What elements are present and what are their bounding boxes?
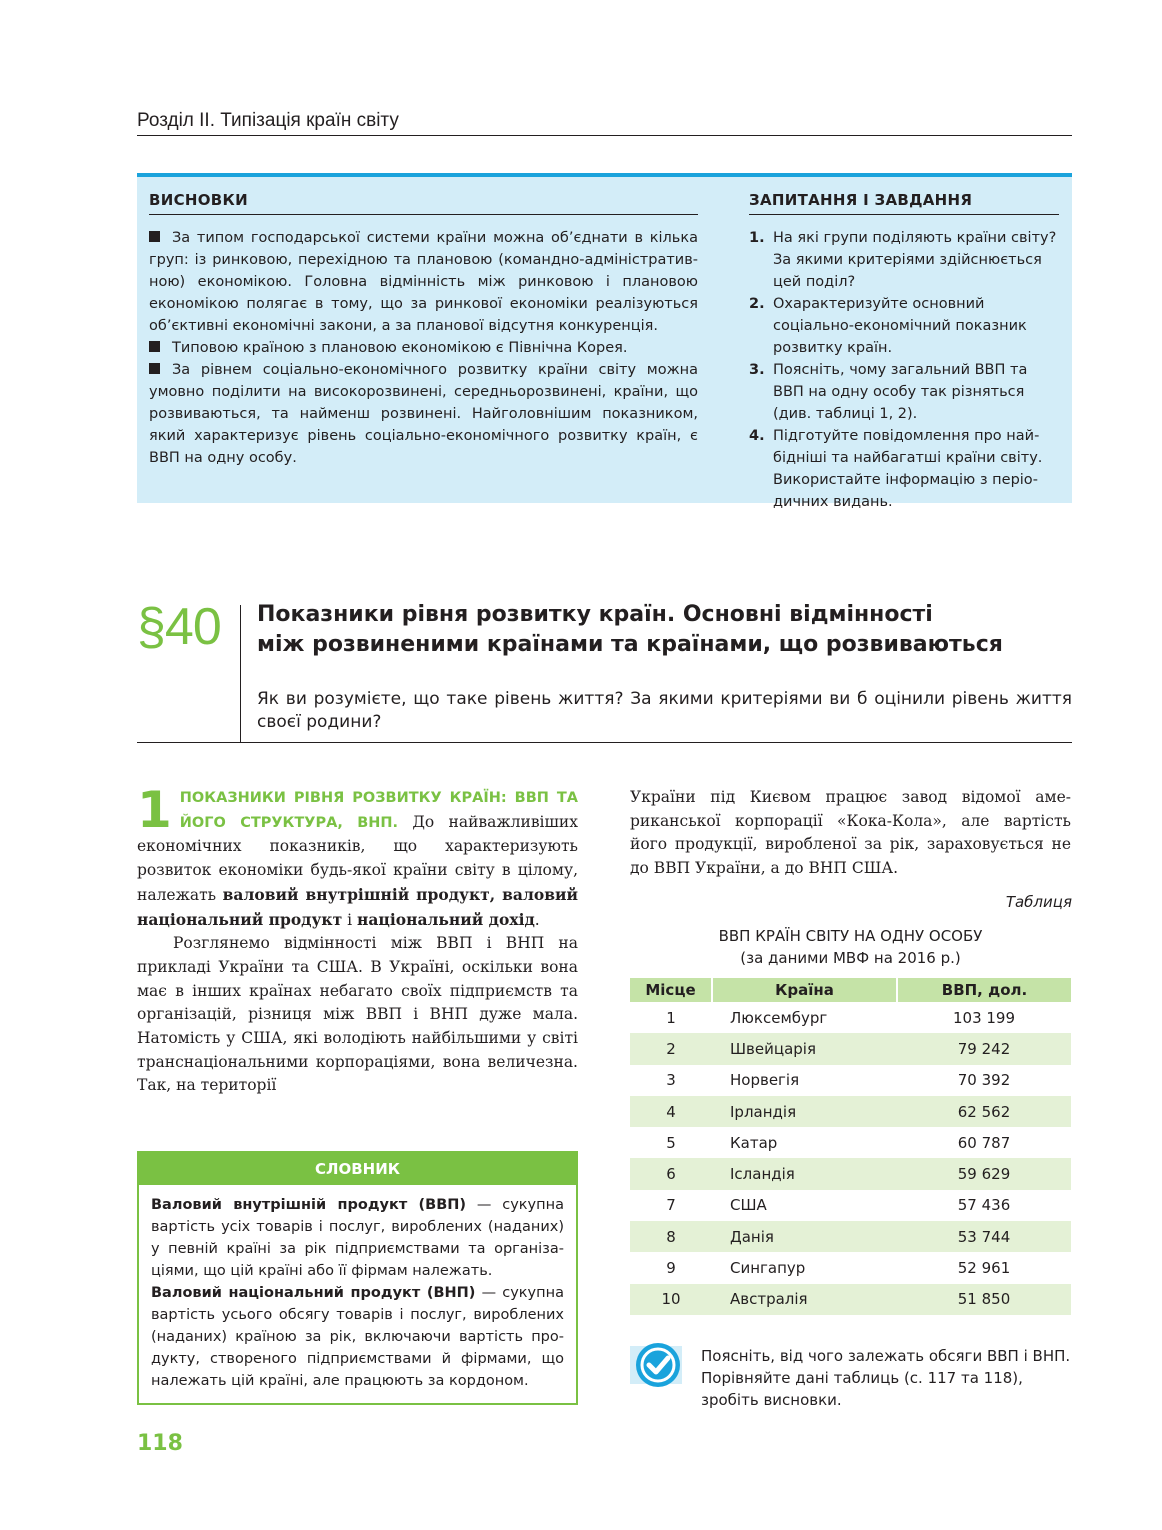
gdp-cell: 70 392 [957,1071,1011,1090]
country-cell: Данія [712,1221,897,1252]
paragraph-title-line: Показники рівня розвитку країн. Основні відмінності [257,602,933,627]
conclusion-text: Типовою країною з плановою економікою є Північна Корея. [172,340,628,356]
glossary-entry [151,1282,564,1392]
rank-cell: 4 [630,1096,712,1127]
summary-box [137,173,1072,510]
gdp-cell: 103 199 [952,1008,1016,1027]
questions-title: ЗАПИТАННЯ І ЗАВДАННЯ [749,187,1059,215]
rank-cell: 8 [630,1221,712,1252]
header-gdp: ВВП, дол. [897,978,1071,1002]
country-cell: Швейцарія [712,1033,897,1064]
conclusion-item [149,359,698,469]
question-item [749,425,1059,513]
table-row [630,1127,1071,1158]
gdp-table [630,978,1071,1315]
table-row [630,1284,1071,1315]
country-cell: Норвегія [730,1071,800,1090]
country-cell: США [730,1196,767,1215]
table-title [630,925,1071,969]
table-row [630,1158,1071,1189]
table-title-line: ВВП КРАЇН СВІТУ НА ОДНУ ОСОБУ [718,927,983,945]
questions-list [749,227,1059,513]
gdp-cell: 59 629 [897,1158,1071,1189]
conjunction: і [342,910,358,929]
term-gdp-gnp: валовий внутрішній продукт, валовий національний продукт [137,884,578,929]
glossary-title: СЛОВНИК [139,1153,576,1185]
section-1-text [137,781,579,1098]
continuation-text: України під Києвом працює завод відомої американської корпорації «Кока-Кола», але вартість його продукції, виробленої за рік, зараховується не до ВВП України, а до ВНП США. [630,788,1071,878]
country-cell: Ісландія [712,1158,897,1189]
conclusions-column [149,177,698,469]
table-row [630,1002,1071,1033]
rank-cell: 7 [666,1196,676,1215]
paragraph-divider [240,605,241,742]
country-cell: Катар [730,1133,778,1152]
conclusion-text: За рівнем соціально-економічного розвитку країни світу можна умовно поділити на високорозвинені, середньорозвинені, країни, що розвиваються, та найменш розвинені. Найголовнішим показником, який характеризує рівень соціально-економічного розвитку країн, є ВВП на одну особу. [149,362,698,466]
table-row [630,1190,1071,1221]
section-1-intro [137,781,579,932]
checkmark-icon [630,1342,682,1388]
square-bullet-icon [149,231,160,242]
page-number: 118 [137,1431,183,1456]
section-heading: ПОКАЗНИКИ РІВНЯ РОЗВИТКУ КРАЇН: ВВП ТА ЙОГО СТРУКТУРА, ВНП. [179,790,578,831]
rank-cell: 2 [630,1033,712,1064]
conclusion-text: За типом господарської системи країни можна об’єднати в кілька груп: із ринковою, перехідною та плановою (командно-адміністративною) економікою. Головна відмінність між ринковою і плановою економікою полягає в тому, що за ринкової економіки реалізуються об’єктивні економічні закони, а за планової відсутня конкуренція. [149,230,698,334]
header-rank: Місце [630,978,712,1002]
glossary-box [137,1151,578,1405]
intro-text: До найважливіших економічних показників, що характеризують розвиток економіки будь-якої країни світу в цілому, належать [137,812,579,904]
gdp-cell: 79 242 [897,1033,1071,1064]
rank-cell: 10 [630,1284,712,1315]
intro-end: . [534,910,540,929]
question-text: На які групи поділяють країни світу? За якими критеріями здійснюється цей поділ? [773,230,1057,290]
term-national-income: національний дохід [357,909,535,929]
question-number: 2. [749,296,765,312]
paragraph-question: Як ви розумієте, що таке рівень життя? За якими критеріями ви б оцінили рівень життя своєї родини? [257,689,1072,732]
questions-column [749,177,1059,513]
paragraph-title [257,600,1072,660]
task-text: Поясніть, від чого залежать обсяги ВВП і ВНП. Порівняйте дані таблиць (с. 117 та 118), зробіть висновки. [701,1347,1071,1409]
country-cell: Австралія [712,1284,897,1315]
table-label: Таблиця [1005,893,1072,911]
table-row [630,1252,1071,1283]
table-row [630,1033,1071,1064]
rank-cell: 1 [666,1008,676,1027]
glossary-term: Валовий внутрішній продукт (ВВП) [151,1197,467,1213]
gdp-cell: 51 850 [897,1284,1071,1315]
section-number: 1 [137,781,172,839]
paragraph-title-line: між розвиненими країнами та країнами, що розвиваються [257,632,1003,657]
header-country: Країна [712,978,897,1002]
rank-cell: 5 [666,1133,676,1152]
table-subtitle: (за даними МВФ на 2016 р.) [740,949,961,967]
question-item [749,227,1059,293]
rank-cell: 9 [666,1259,676,1278]
table-row [630,1221,1071,1252]
rank-cell: 3 [666,1071,676,1090]
running-head: Розділ ІІ. Типізація країн світу [137,108,1072,136]
square-bullet-icon [149,341,160,352]
question-item [749,293,1059,359]
table-header-row [630,978,1071,1002]
question-item [749,359,1059,425]
gdp-cell: 62 562 [897,1096,1071,1127]
paragraph-rule [137,742,1072,743]
table-row [630,1065,1071,1096]
section-1-paragraph: Розглянемо відмінності між ВВП і ВНП на прикладі України та США. В Україні, оскільки вона має в інших країнах небагато своїх підприємств та організацій, різниця між ВВП і ВНП дуже мала. Натомість у США, які володіють найбільшими у світі транснаціональними корпораціями, вона величезна. Так, на території [137,934,578,1095]
gdp-cell: 60 787 [957,1133,1011,1152]
conclusion-item [149,227,698,337]
table-row [630,1096,1071,1127]
section-1-continuation [630,786,1071,881]
conclusions-list [149,227,698,469]
glossary-definition: — сукупна вартість усіх товарів і послуг, вироблених (наданих) у певній країні за рік підприємствами та організаціями, що цій країні або її фірмам належать. [151,1197,564,1279]
question-text: Поясніть, чому загальний ВВП та ВВП на одну особу так різняться (див. таблиці 1, 2). [773,362,1028,422]
gdp-cell: 52 961 [957,1259,1011,1278]
question-number: 4. [749,428,765,444]
glossary-body [139,1185,576,1392]
paragraph-number: §40 [137,598,221,656]
glossary-definition: — сукупна вартість усього обсягу товарів і послуг, вироблених (наданих) країною за рік, включаючи вартість продукту, створеного підприємствами й фірмами, що належать цій країні, але працюють за кордоном. [151,1285,564,1389]
country-cell: Люксембург [730,1008,828,1027]
question-number: 1. [749,230,765,246]
glossary-term: Валовий національний продукт (ВНП) [151,1285,476,1301]
question-text: Підготуйте повідомлення про найбідніші та найбагатші країни світу. Використайте інформацію з періодичних видань. [773,428,1043,510]
country-cell: Ірландія [712,1096,897,1127]
gdp-cell: 57 436 [957,1196,1011,1215]
question-text: Охарактеризуйте основний соціально-економічний показник розвитку країн. [773,296,1027,356]
square-bullet-icon [149,363,160,374]
conclusion-item [149,337,698,359]
question-number: 3. [749,362,765,378]
glossary-entry [151,1194,564,1282]
country-cell: Сингапур [730,1259,806,1278]
conclusions-title: ВИСНОВКИ [149,187,698,215]
rank-cell: 6 [630,1158,712,1189]
gdp-cell: 53 744 [897,1221,1071,1252]
